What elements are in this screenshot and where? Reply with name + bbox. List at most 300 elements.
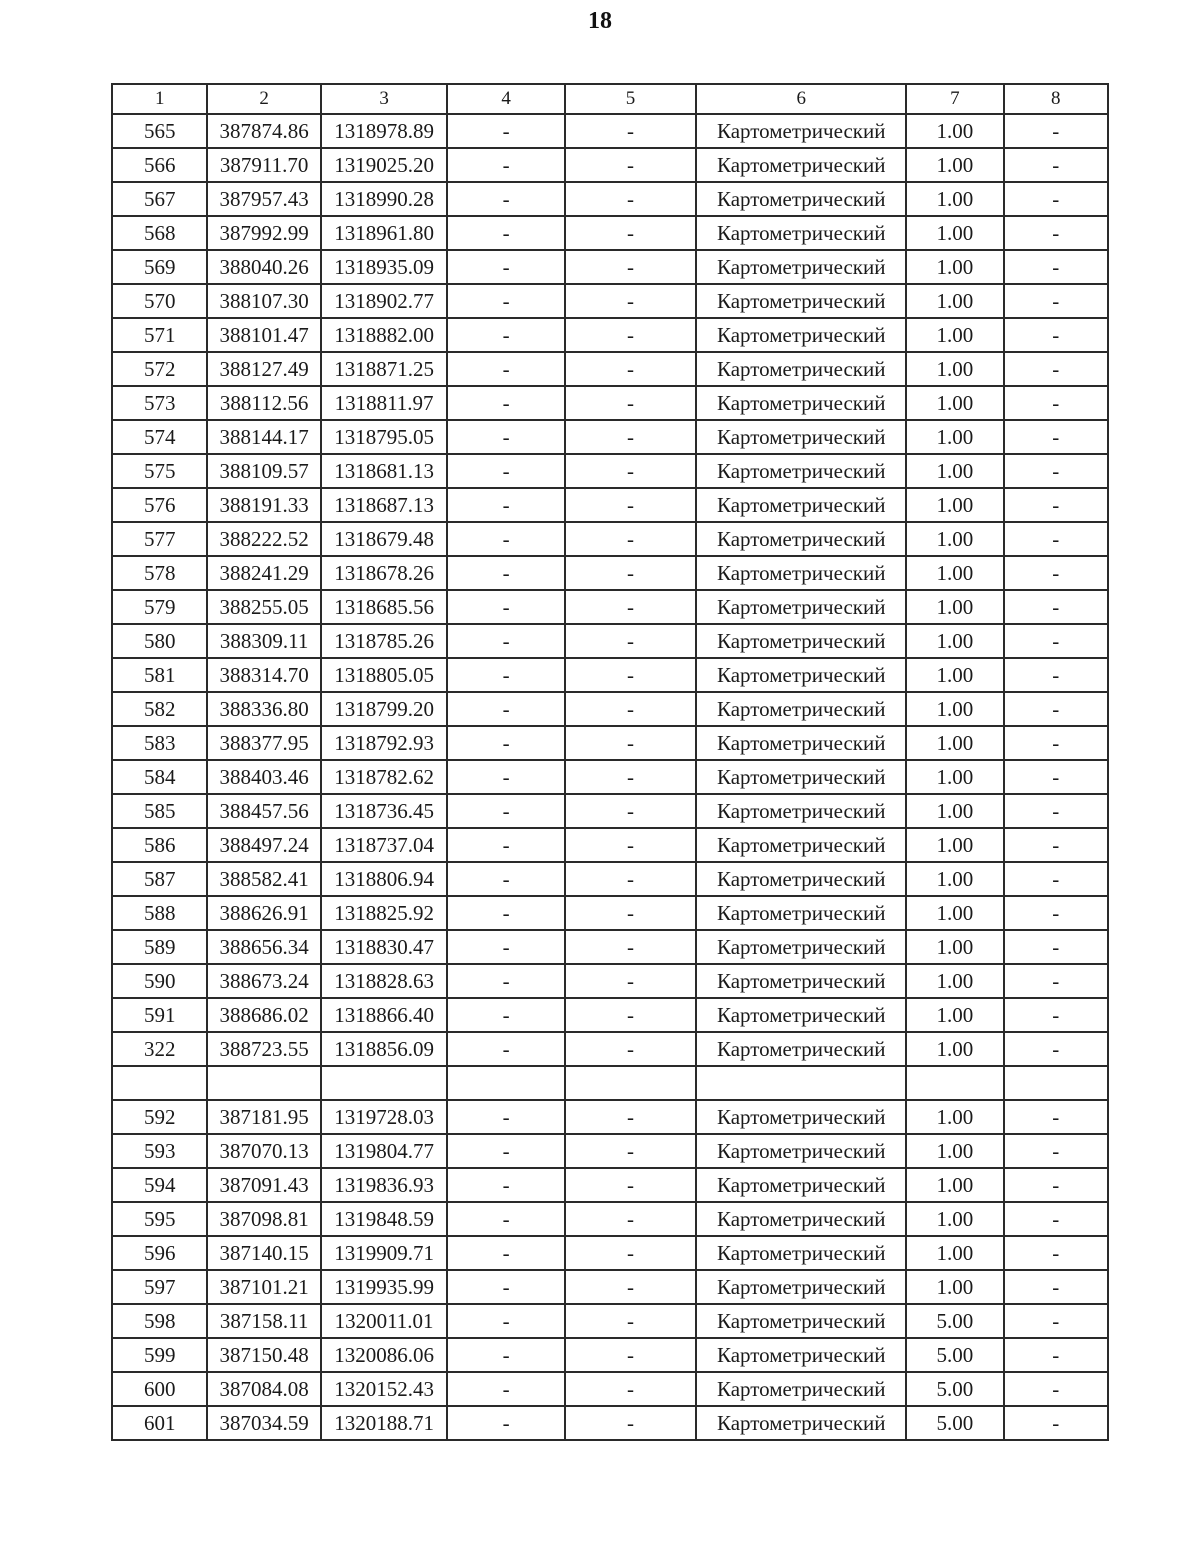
column-header-8: 8	[1004, 84, 1108, 114]
method-cell: Картометрический	[696, 658, 906, 692]
accuracy-cell: 1.00	[906, 420, 1003, 454]
column-4-cell: -	[447, 930, 564, 964]
method-cell: Картометрический	[696, 590, 906, 624]
column-8-cell: -	[1004, 1100, 1108, 1134]
x-coordinate-cell: 387992.99	[207, 216, 320, 250]
column-5-cell: -	[565, 1304, 697, 1338]
table-row	[112, 658, 1108, 692]
column-4-cell: -	[447, 1236, 564, 1270]
accuracy-cell: 1.00	[906, 1202, 1003, 1236]
column-8-cell: -	[1004, 794, 1108, 828]
table-row	[112, 1168, 1108, 1202]
table-row	[112, 930, 1108, 964]
y-coordinate-cell: 1318830.47	[321, 930, 448, 964]
empty-cell	[112, 1066, 207, 1100]
x-coordinate-cell: 388191.33	[207, 488, 320, 522]
point-number-cell: 580	[112, 624, 207, 658]
column-4-cell: -	[447, 658, 564, 692]
column-4-cell: -	[447, 318, 564, 352]
x-coordinate-cell: 388241.29	[207, 556, 320, 590]
x-coordinate-cell: 388336.80	[207, 692, 320, 726]
point-number-cell: 600	[112, 1372, 207, 1406]
empty-cell	[565, 1066, 697, 1100]
table-row	[112, 1134, 1108, 1168]
point-number-cell: 591	[112, 998, 207, 1032]
method-cell: Картометрический	[696, 420, 906, 454]
column-4-cell: -	[447, 1372, 564, 1406]
column-8-cell: -	[1004, 1236, 1108, 1270]
column-4-cell: -	[447, 964, 564, 998]
method-cell: Картометрический	[696, 930, 906, 964]
column-4-cell: -	[447, 760, 564, 794]
method-cell: Картометрический	[696, 284, 906, 318]
x-coordinate-cell: 388109.57	[207, 454, 320, 488]
x-coordinate-cell: 388582.41	[207, 862, 320, 896]
x-coordinate-cell: 387874.86	[207, 114, 320, 148]
column-8-cell: -	[1004, 1372, 1108, 1406]
column-5-cell: -	[565, 624, 697, 658]
column-8-cell: -	[1004, 182, 1108, 216]
point-number-cell: 584	[112, 760, 207, 794]
table-row	[112, 386, 1108, 420]
column-4-cell: -	[447, 828, 564, 862]
column-5-cell: -	[565, 1134, 697, 1168]
column-8-cell: -	[1004, 862, 1108, 896]
column-5-cell: -	[565, 1372, 697, 1406]
accuracy-cell: 1.00	[906, 386, 1003, 420]
column-4-cell: -	[447, 352, 564, 386]
table-row	[112, 1372, 1108, 1406]
method-cell: Картометрический	[696, 624, 906, 658]
x-coordinate-cell: 387098.81	[207, 1202, 320, 1236]
column-header-5: 5	[565, 84, 697, 114]
y-coordinate-cell: 1318792.93	[321, 726, 448, 760]
point-number-cell: 572	[112, 352, 207, 386]
point-number-cell: 585	[112, 794, 207, 828]
point-number-cell: 567	[112, 182, 207, 216]
column-8-cell: -	[1004, 352, 1108, 386]
empty-cell	[321, 1066, 448, 1100]
table-row	[112, 216, 1108, 250]
column-4-cell: -	[447, 1168, 564, 1202]
column-4-cell: -	[447, 556, 564, 590]
column-5-cell: -	[565, 1032, 697, 1066]
y-coordinate-cell: 1318825.92	[321, 896, 448, 930]
method-cell: Картометрический	[696, 250, 906, 284]
column-8-cell: -	[1004, 216, 1108, 250]
column-8-cell: -	[1004, 114, 1108, 148]
point-number-cell: 595	[112, 1202, 207, 1236]
table-row	[112, 1032, 1108, 1066]
method-cell: Картометрический	[696, 1304, 906, 1338]
method-cell: Картометрический	[696, 1372, 906, 1406]
table-row	[112, 148, 1108, 182]
x-coordinate-cell: 387158.11	[207, 1304, 320, 1338]
x-coordinate-cell: 388107.30	[207, 284, 320, 318]
accuracy-cell: 1.00	[906, 1100, 1003, 1134]
y-coordinate-cell: 1318978.89	[321, 114, 448, 148]
table-row	[112, 1304, 1108, 1338]
accuracy-cell: 1.00	[906, 1270, 1003, 1304]
method-cell: Картометрический	[696, 760, 906, 794]
column-4-cell: -	[447, 1338, 564, 1372]
y-coordinate-cell: 1318806.94	[321, 862, 448, 896]
point-number-cell: 589	[112, 930, 207, 964]
column-8-cell: -	[1004, 318, 1108, 352]
column-4-cell: -	[447, 896, 564, 930]
x-coordinate-cell: 388309.11	[207, 624, 320, 658]
point-number-cell: 596	[112, 1236, 207, 1270]
y-coordinate-cell: 1318799.20	[321, 692, 448, 726]
accuracy-cell: 1.00	[906, 1168, 1003, 1202]
x-coordinate-cell: 388403.46	[207, 760, 320, 794]
column-5-cell: -	[565, 250, 697, 284]
method-cell: Картометрический	[696, 454, 906, 488]
x-coordinate-cell: 388686.02	[207, 998, 320, 1032]
accuracy-cell: 1.00	[906, 930, 1003, 964]
x-coordinate-cell: 387957.43	[207, 182, 320, 216]
column-header-6: 6	[696, 84, 906, 114]
column-8-cell: -	[1004, 930, 1108, 964]
column-4-cell: -	[447, 590, 564, 624]
table-row	[112, 182, 1108, 216]
accuracy-cell: 5.00	[906, 1338, 1003, 1372]
accuracy-cell: 1.00	[906, 1134, 1003, 1168]
table-row	[112, 1202, 1108, 1236]
column-8-cell: -	[1004, 624, 1108, 658]
accuracy-cell: 5.00	[906, 1406, 1003, 1440]
table-row	[112, 964, 1108, 998]
coordinates-table	[111, 83, 1109, 1441]
column-4-cell: -	[447, 1202, 564, 1236]
y-coordinate-cell: 1318685.56	[321, 590, 448, 624]
column-5-cell: -	[565, 318, 697, 352]
empty-cell	[207, 1066, 320, 1100]
method-cell: Картометрический	[696, 692, 906, 726]
column-4-cell: -	[447, 862, 564, 896]
accuracy-cell: 1.00	[906, 658, 1003, 692]
column-5-cell: -	[565, 148, 697, 182]
x-coordinate-cell: 387150.48	[207, 1338, 320, 1372]
table-row	[112, 998, 1108, 1032]
accuracy-cell: 1.00	[906, 1236, 1003, 1270]
method-cell: Картометрический	[696, 896, 906, 930]
column-8-cell: -	[1004, 964, 1108, 998]
y-coordinate-cell: 1320152.43	[321, 1372, 448, 1406]
accuracy-cell: 1.00	[906, 352, 1003, 386]
x-coordinate-cell: 388377.95	[207, 726, 320, 760]
method-cell: Картометрический	[696, 794, 906, 828]
y-coordinate-cell: 1318679.48	[321, 522, 448, 556]
y-coordinate-cell: 1319025.20	[321, 148, 448, 182]
x-coordinate-cell: 387070.13	[207, 1134, 320, 1168]
column-5-cell: -	[565, 182, 697, 216]
table-row	[112, 862, 1108, 896]
point-number-cell: 565	[112, 114, 207, 148]
column-5-cell: -	[565, 420, 697, 454]
x-coordinate-cell: 388656.34	[207, 930, 320, 964]
table-header	[112, 84, 1108, 114]
table-row	[112, 692, 1108, 726]
column-5-cell: -	[565, 1100, 697, 1134]
method-cell: Картометрический	[696, 1032, 906, 1066]
method-cell: Картометрический	[696, 352, 906, 386]
table-row	[112, 454, 1108, 488]
column-5-cell: -	[565, 760, 697, 794]
table-row	[112, 1236, 1108, 1270]
empty-cell	[447, 1066, 564, 1100]
x-coordinate-cell: 388222.52	[207, 522, 320, 556]
column-5-cell: -	[565, 216, 697, 250]
point-number-cell: 578	[112, 556, 207, 590]
y-coordinate-cell: 1318828.63	[321, 964, 448, 998]
column-4-cell: -	[447, 148, 564, 182]
y-coordinate-cell: 1318866.40	[321, 998, 448, 1032]
column-4-cell: -	[447, 1270, 564, 1304]
accuracy-cell: 1.00	[906, 726, 1003, 760]
point-number-cell: 576	[112, 488, 207, 522]
column-4-cell: -	[447, 522, 564, 556]
column-5-cell: -	[565, 658, 697, 692]
column-4-cell: -	[447, 216, 564, 250]
y-coordinate-cell: 1318736.45	[321, 794, 448, 828]
y-coordinate-cell: 1320188.71	[321, 1406, 448, 1440]
accuracy-cell: 1.00	[906, 454, 1003, 488]
column-5-cell: -	[565, 1270, 697, 1304]
point-number-cell: 575	[112, 454, 207, 488]
accuracy-cell: 5.00	[906, 1304, 1003, 1338]
accuracy-cell: 1.00	[906, 964, 1003, 998]
x-coordinate-cell: 387140.15	[207, 1236, 320, 1270]
accuracy-cell: 1.00	[906, 216, 1003, 250]
column-4-cell: -	[447, 1032, 564, 1066]
method-cell: Картометрический	[696, 182, 906, 216]
y-coordinate-cell: 1318681.13	[321, 454, 448, 488]
column-5-cell: -	[565, 1202, 697, 1236]
column-4-cell: -	[447, 1134, 564, 1168]
accuracy-cell: 1.00	[906, 148, 1003, 182]
column-8-cell: -	[1004, 1338, 1108, 1372]
accuracy-cell: 1.00	[906, 760, 1003, 794]
method-cell: Картометрический	[696, 1134, 906, 1168]
table-row	[112, 760, 1108, 794]
x-coordinate-cell: 388497.24	[207, 828, 320, 862]
y-coordinate-cell: 1319804.77	[321, 1134, 448, 1168]
x-coordinate-cell: 388040.26	[207, 250, 320, 284]
x-coordinate-cell: 388314.70	[207, 658, 320, 692]
accuracy-cell: 1.00	[906, 998, 1003, 1032]
table-row	[112, 590, 1108, 624]
method-cell: Картометрический	[696, 1202, 906, 1236]
point-number-cell: 583	[112, 726, 207, 760]
x-coordinate-cell: 388255.05	[207, 590, 320, 624]
x-coordinate-cell: 388144.17	[207, 420, 320, 454]
table-body	[112, 114, 1108, 1440]
point-number-cell: 571	[112, 318, 207, 352]
method-cell: Картометрический	[696, 862, 906, 896]
method-cell: Картометрический	[696, 556, 906, 590]
column-5-cell: -	[565, 794, 697, 828]
column-8-cell: -	[1004, 1202, 1108, 1236]
point-number-cell: 599	[112, 1338, 207, 1372]
column-5-cell: -	[565, 1406, 697, 1440]
accuracy-cell: 1.00	[906, 284, 1003, 318]
column-8-cell: -	[1004, 998, 1108, 1032]
column-4-cell: -	[447, 1304, 564, 1338]
point-number-cell: 597	[112, 1270, 207, 1304]
point-number-cell: 566	[112, 148, 207, 182]
method-cell: Картометрический	[696, 1406, 906, 1440]
table-row	[112, 250, 1108, 284]
accuracy-cell: 1.00	[906, 896, 1003, 930]
y-coordinate-cell: 1318935.09	[321, 250, 448, 284]
accuracy-cell: 5.00	[906, 1372, 1003, 1406]
point-number-cell: 574	[112, 420, 207, 454]
table-row	[112, 794, 1108, 828]
point-number-cell: 586	[112, 828, 207, 862]
column-8-cell: -	[1004, 1134, 1108, 1168]
column-header-7: 7	[906, 84, 1003, 114]
column-4-cell: -	[447, 1100, 564, 1134]
column-8-cell: -	[1004, 454, 1108, 488]
y-coordinate-cell: 1318737.04	[321, 828, 448, 862]
accuracy-cell: 1.00	[906, 590, 1003, 624]
accuracy-cell: 1.00	[906, 250, 1003, 284]
point-number-cell: 568	[112, 216, 207, 250]
column-8-cell: -	[1004, 1032, 1108, 1066]
point-number-cell: 588	[112, 896, 207, 930]
x-coordinate-cell: 387101.21	[207, 1270, 320, 1304]
column-4-cell: -	[447, 386, 564, 420]
column-8-cell: -	[1004, 828, 1108, 862]
table-row	[112, 352, 1108, 386]
x-coordinate-cell: 387091.43	[207, 1168, 320, 1202]
column-header-4: 4	[447, 84, 564, 114]
column-4-cell: -	[447, 624, 564, 658]
column-header-2: 2	[207, 84, 320, 114]
column-5-cell: -	[565, 590, 697, 624]
column-header-3: 3	[321, 84, 448, 114]
accuracy-cell: 1.00	[906, 114, 1003, 148]
method-cell: Картометрический	[696, 386, 906, 420]
x-coordinate-cell: 388112.56	[207, 386, 320, 420]
y-coordinate-cell: 1318811.97	[321, 386, 448, 420]
column-5-cell: -	[565, 114, 697, 148]
empty-cell	[696, 1066, 906, 1100]
method-cell: Картометрический	[696, 114, 906, 148]
method-cell: Картометрический	[696, 148, 906, 182]
y-coordinate-cell: 1318785.26	[321, 624, 448, 658]
column-5-cell: -	[565, 352, 697, 386]
accuracy-cell: 1.00	[906, 828, 1003, 862]
table-row	[112, 522, 1108, 556]
column-5-cell: -	[565, 1236, 697, 1270]
y-coordinate-cell: 1318805.05	[321, 658, 448, 692]
blank-separator-row	[112, 1066, 1108, 1100]
column-5-cell: -	[565, 386, 697, 420]
column-4-cell: -	[447, 1406, 564, 1440]
column-5-cell: -	[565, 454, 697, 488]
empty-cell	[1004, 1066, 1108, 1100]
method-cell: Картометрический	[696, 964, 906, 998]
y-coordinate-cell: 1318795.05	[321, 420, 448, 454]
table-row	[112, 488, 1108, 522]
y-coordinate-cell: 1319848.59	[321, 1202, 448, 1236]
y-coordinate-cell: 1318782.62	[321, 760, 448, 794]
y-coordinate-cell: 1318990.28	[321, 182, 448, 216]
column-4-cell: -	[447, 998, 564, 1032]
column-5-cell: -	[565, 828, 697, 862]
x-coordinate-cell: 388101.47	[207, 318, 320, 352]
method-cell: Картометрический	[696, 998, 906, 1032]
point-number-cell: 569	[112, 250, 207, 284]
column-8-cell: -	[1004, 658, 1108, 692]
method-cell: Картометрический	[696, 216, 906, 250]
x-coordinate-cell: 387084.08	[207, 1372, 320, 1406]
column-5-cell: -	[565, 930, 697, 964]
table-row	[112, 284, 1108, 318]
column-8-cell: -	[1004, 488, 1108, 522]
empty-cell	[906, 1066, 1003, 1100]
point-number-cell: 322	[112, 1032, 207, 1066]
table-row	[112, 556, 1108, 590]
method-cell: Картометрический	[696, 1168, 906, 1202]
y-coordinate-cell: 1320086.06	[321, 1338, 448, 1372]
table-row	[112, 1406, 1108, 1440]
table-row	[112, 624, 1108, 658]
table-row	[112, 114, 1108, 148]
column-8-cell: -	[1004, 692, 1108, 726]
column-8-cell: -	[1004, 148, 1108, 182]
y-coordinate-cell: 1318961.80	[321, 216, 448, 250]
method-cell: Картометрический	[696, 522, 906, 556]
column-8-cell: -	[1004, 1270, 1108, 1304]
column-8-cell: -	[1004, 896, 1108, 930]
method-cell: Картометрический	[696, 488, 906, 522]
column-5-cell: -	[565, 726, 697, 760]
column-8-cell: -	[1004, 250, 1108, 284]
point-number-cell: 577	[112, 522, 207, 556]
column-5-cell: -	[565, 522, 697, 556]
column-5-cell: -	[565, 556, 697, 590]
table-row	[112, 1100, 1108, 1134]
y-coordinate-cell: 1318687.13	[321, 488, 448, 522]
table-row	[112, 896, 1108, 930]
column-8-cell: -	[1004, 760, 1108, 794]
accuracy-cell: 1.00	[906, 488, 1003, 522]
y-coordinate-cell: 1320011.01	[321, 1304, 448, 1338]
column-4-cell: -	[447, 182, 564, 216]
method-cell: Картометрический	[696, 1100, 906, 1134]
column-5-cell: -	[565, 998, 697, 1032]
column-5-cell: -	[565, 1338, 697, 1372]
accuracy-cell: 1.00	[906, 862, 1003, 896]
x-coordinate-cell: 388673.24	[207, 964, 320, 998]
point-number-cell: 594	[112, 1168, 207, 1202]
y-coordinate-cell: 1319728.03	[321, 1100, 448, 1134]
table-row	[112, 726, 1108, 760]
column-4-cell: -	[447, 284, 564, 318]
y-coordinate-cell: 1318882.00	[321, 318, 448, 352]
y-coordinate-cell: 1318902.77	[321, 284, 448, 318]
accuracy-cell: 1.00	[906, 1032, 1003, 1066]
table-row	[112, 828, 1108, 862]
column-4-cell: -	[447, 420, 564, 454]
method-cell: Картометрический	[696, 726, 906, 760]
table-row	[112, 1270, 1108, 1304]
page-number: 18	[588, 8, 612, 34]
x-coordinate-cell: 388127.49	[207, 352, 320, 386]
